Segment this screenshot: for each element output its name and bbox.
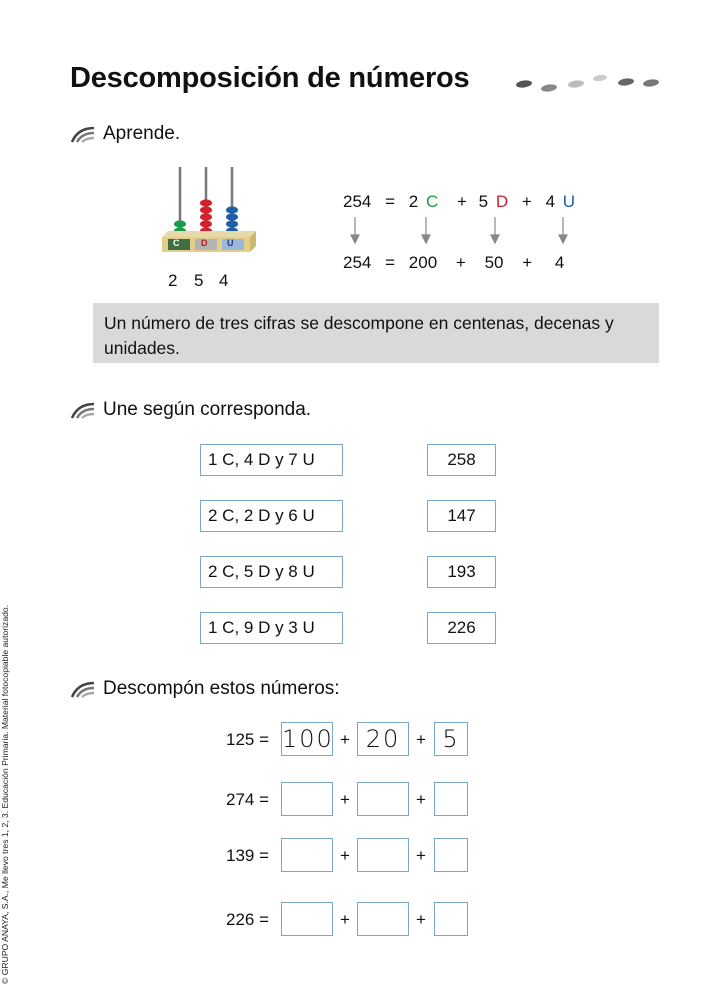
match-left-item[interactable]: 1 C, 4 D y 7 U bbox=[200, 444, 343, 476]
eq2-number: 254 bbox=[343, 253, 372, 272]
abacus-label-c: C bbox=[173, 238, 180, 248]
match-right-item[interactable]: 193 bbox=[427, 556, 496, 588]
page-title: Descomposición de números bbox=[70, 62, 470, 94]
plus-sign: + bbox=[416, 846, 426, 865]
match-right-item[interactable]: 258 bbox=[427, 444, 496, 476]
eq1-d-letter: D bbox=[495, 192, 509, 211]
plus-sign: + bbox=[340, 790, 350, 809]
plus-sign: + bbox=[340, 730, 350, 749]
answer-units-input[interactable] bbox=[434, 902, 468, 936]
eq2-equals: = bbox=[385, 253, 396, 272]
eq1-d-value: 5 bbox=[478, 192, 489, 211]
equation-expanded bbox=[343, 253, 564, 273]
abacus-digit-c: 2 bbox=[168, 271, 180, 290]
copyright-note: © GRUPO ANAYA, S.A., Me llevo tres 1, 2, 3. Educación Primaria. Material fotocopiable autorizado. bbox=[0, 604, 10, 984]
eq1-c-letter: C bbox=[425, 192, 439, 211]
abacus-label-d: D bbox=[201, 238, 208, 248]
eq1-u-value: 4 bbox=[545, 192, 556, 211]
eq2-u-value: 4 bbox=[554, 253, 565, 272]
eq1-u-letter: U bbox=[562, 192, 576, 211]
decompose-label: 139 = bbox=[226, 846, 270, 865]
section-heading-match: Une según corresponda. bbox=[103, 399, 312, 420]
answer-tens-input[interactable] bbox=[357, 902, 409, 936]
match-left-item[interactable]: 2 C, 5 D y 8 U bbox=[200, 556, 343, 588]
plus-sign: + bbox=[416, 790, 426, 809]
abacus-digit-u: 4 bbox=[219, 271, 231, 290]
eq2-plus: + bbox=[455, 253, 466, 272]
section-heading-decompose: Descompón estos números: bbox=[103, 678, 340, 699]
abacus-label-u: U bbox=[227, 238, 234, 248]
section-marker-icon bbox=[70, 402, 96, 420]
answer-tens-input[interactable] bbox=[357, 838, 409, 872]
answer-units-input[interactable] bbox=[434, 782, 468, 816]
decorative-dots bbox=[516, 70, 666, 99]
answer-hundreds-input[interactable] bbox=[281, 838, 333, 872]
eq2-plus-2: + bbox=[522, 253, 533, 272]
decompose-label: 226 = bbox=[226, 910, 270, 929]
plus-sign: + bbox=[340, 846, 350, 865]
match-left-item[interactable]: 1 C, 9 D y 3 U bbox=[200, 612, 343, 644]
decompose-label: 274 = bbox=[226, 790, 270, 809]
abacus-digit-d: 5 bbox=[194, 271, 206, 290]
answer-tens-input[interactable]: 20 bbox=[357, 722, 409, 756]
rule-text: Un número de tres cifras se descompone en centenas, decenas y unidades. bbox=[104, 313, 614, 358]
plus-sign: + bbox=[340, 910, 350, 929]
answer-units-input[interactable] bbox=[434, 838, 468, 872]
section-marker-icon bbox=[70, 126, 96, 144]
plus-sign: + bbox=[416, 910, 426, 929]
eq1-plus: + bbox=[457, 192, 467, 211]
match-right-item[interactable]: 226 bbox=[427, 612, 496, 644]
match-left-item[interactable]: 2 C, 2 D y 6 U bbox=[200, 500, 343, 532]
eq1-number: 254 bbox=[343, 192, 372, 211]
section-heading-learn: Aprende. bbox=[103, 123, 181, 144]
eq1-equals: = bbox=[385, 192, 396, 211]
answer-hundreds-input[interactable]: 100 bbox=[281, 722, 333, 756]
eq1-plus-2: + bbox=[521, 192, 532, 211]
match-right-item[interactable]: 147 bbox=[427, 500, 496, 532]
arrows bbox=[340, 215, 580, 250]
answer-hundreds-input[interactable] bbox=[281, 782, 333, 816]
answer-units-input[interactable]: 5 bbox=[434, 722, 468, 756]
eq2-c-value: 200 bbox=[408, 253, 438, 272]
plus-sign: + bbox=[416, 730, 426, 749]
answer-hundreds-input[interactable] bbox=[281, 902, 333, 936]
equation-place-value bbox=[343, 192, 575, 212]
abacus-illustration bbox=[158, 165, 258, 260]
section-marker-icon bbox=[70, 681, 96, 699]
eq1-c-value: 2 bbox=[408, 192, 419, 211]
eq2-d-value: 50 bbox=[484, 253, 504, 272]
answer-tens-input[interactable] bbox=[357, 782, 409, 816]
decompose-label: 125 = bbox=[226, 730, 270, 749]
